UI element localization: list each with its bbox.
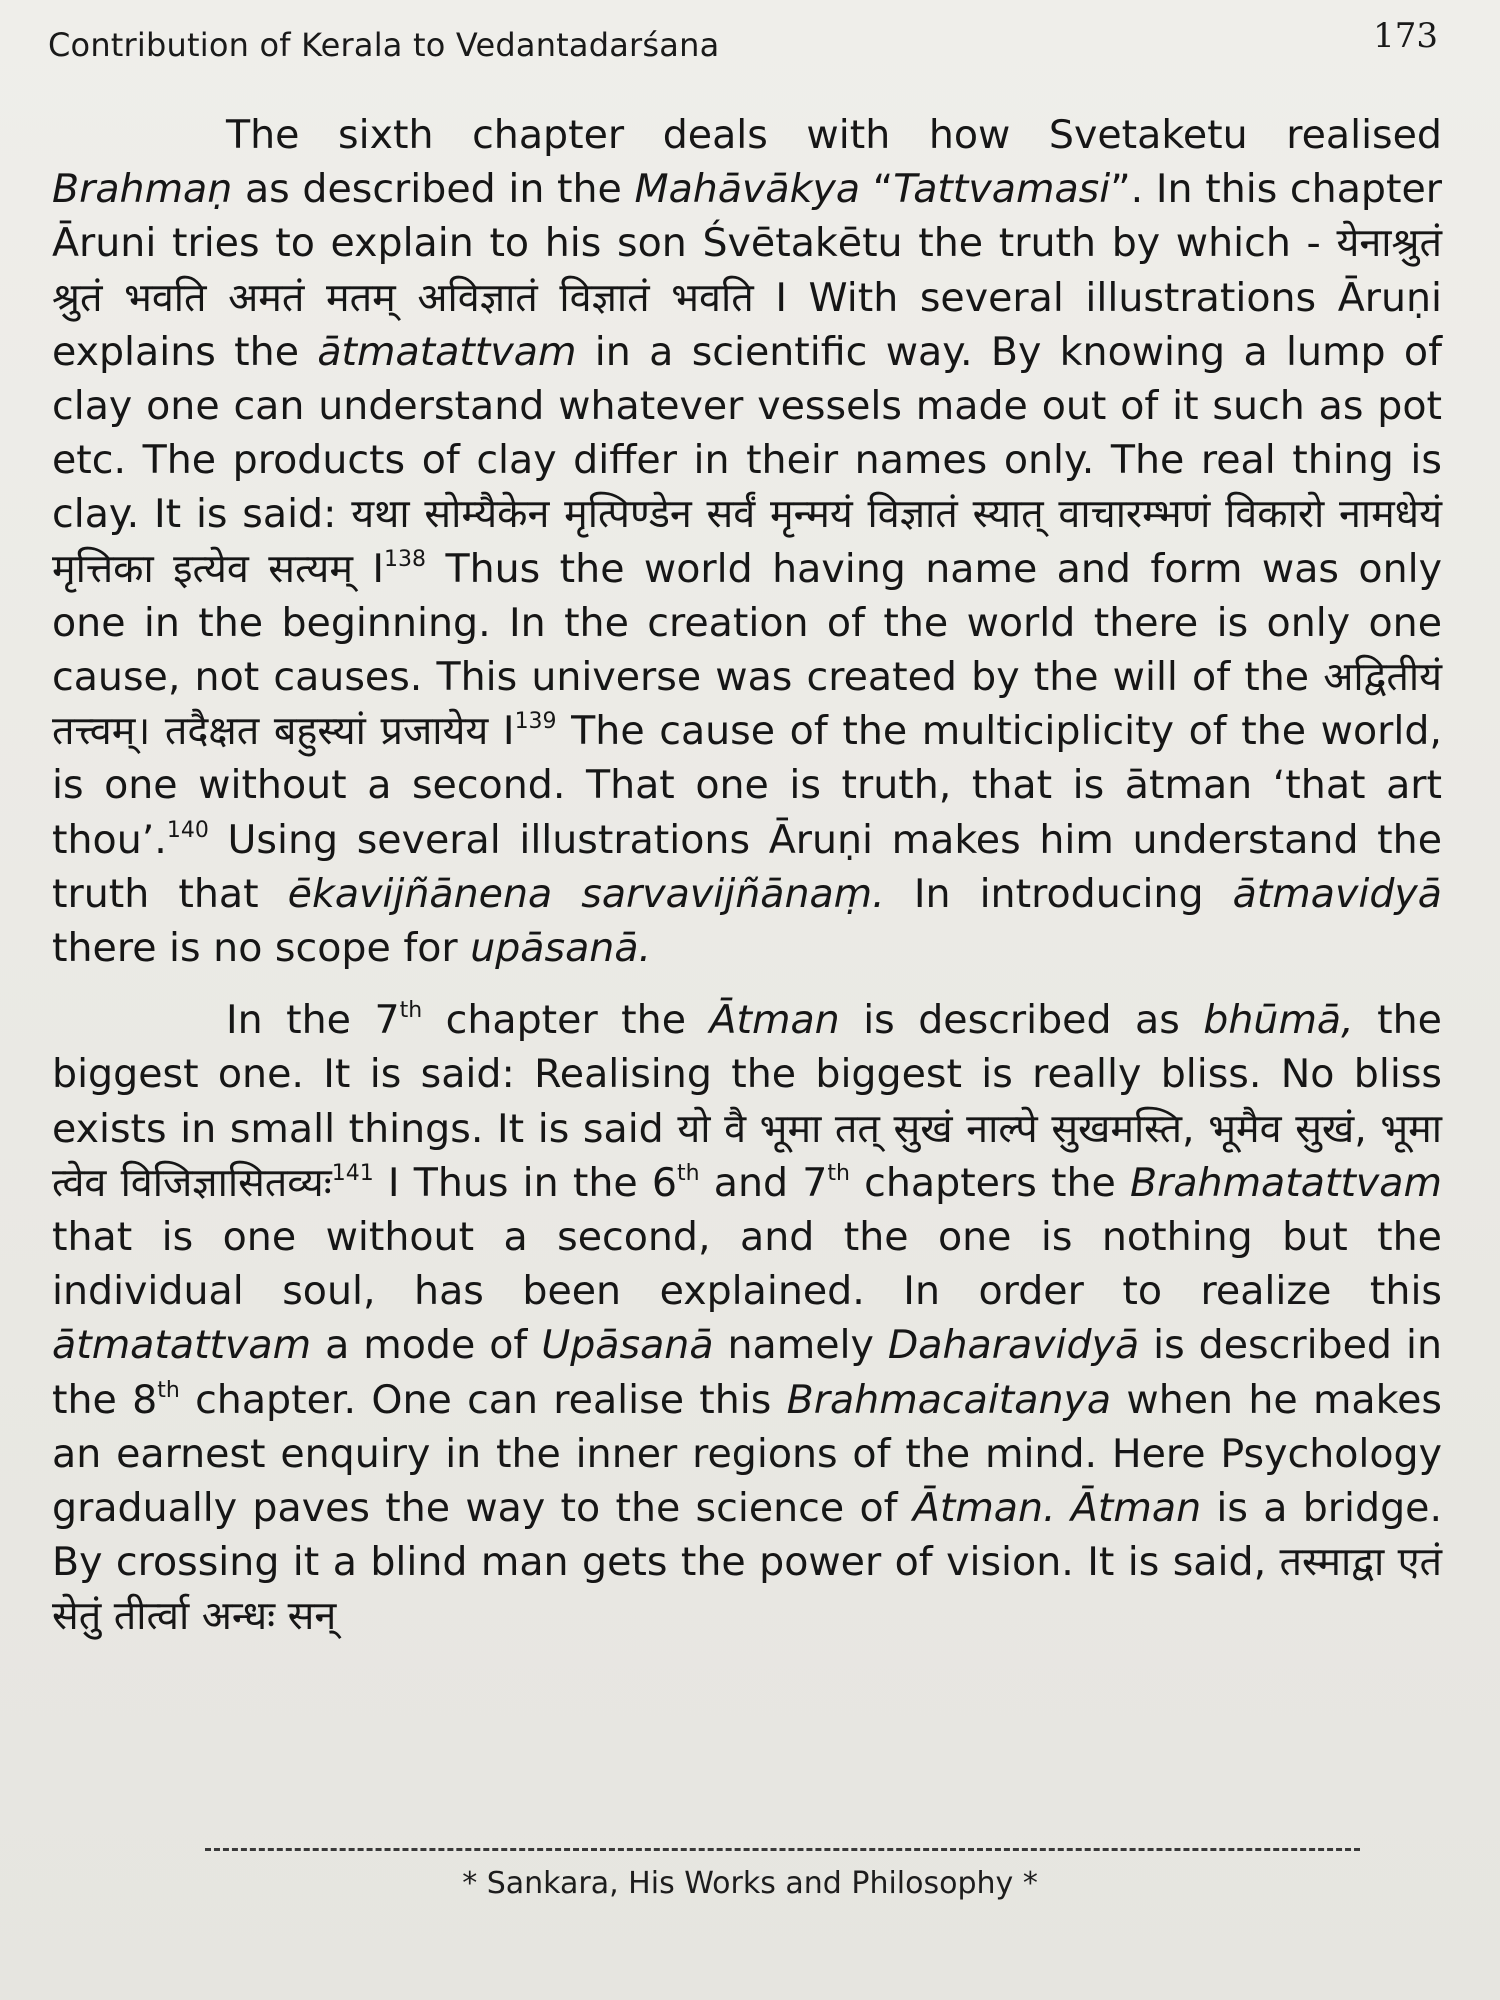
italic-term: Daharavidyā [887,1322,1140,1369]
text-run: chapters the [849,1159,1130,1206]
text-run: chapter. One can realise this [179,1376,787,1423]
text-run: I [488,708,515,755]
italic-term: Upāsanā [541,1322,714,1369]
superscript: 141 [331,1160,374,1186]
italic-term: Mahāvākya [634,166,861,213]
italic-term: ātmavidyā [1232,870,1442,917]
text-run: is a bridge. By crossing it a blind man gets the power of vision. It is said, [52,1485,1442,1586]
text-run: is described as [839,997,1204,1044]
text-run: In the 7 [226,997,400,1044]
sanskrit-quote: तस्माद्वा एतं सेतुं तीर्त्वा अन्धः सन् [52,1539,1443,1640]
text-run: “ [860,166,894,213]
text-run: a mode of [311,1322,542,1369]
text-run: I With several illustrations Āruṇi explains the [52,274,1442,375]
italic-term: Ātman. Ātman [912,1485,1202,1532]
text-run: the biggest one. It is said: Realising the biggest is really bliss. No bliss exists in small things. It is said [52,997,1442,1152]
superscript: 139 [514,709,557,735]
superscript: 138 [384,546,427,572]
sanskrit-quote: अद्वितीयं तत्त्वम्। तदैक्षत बहुस्यां प्रजायेय [52,654,1442,755]
italic-term: ātmatattvam [317,328,577,375]
superscript: th [827,1160,850,1186]
sanskrit-quote: यथा सोम्यैकेन मृत्पिण्डेन सर्वं मृन्मयं विज्ञातं स्यात् वाचारम्भणं विकारो नामधेयं मृत्तिका इत्येव सत्यम् [52,491,1442,592]
text-run: Thus the world having name and form was only one in the beginning. In the creation of the world there is only one cause, not causes. This universe was created by the will of the [52,545,1442,701]
superscript: th [399,998,423,1024]
italic-term: ēkavijñānena sarvavijñānaṃ. [287,870,885,917]
text-run: chapter the [422,997,710,1044]
text-run: that is one without a second, and the one is nothing but the individual soul, has been explained. In order to realize this [52,1214,1442,1315]
text-run: I [352,545,385,592]
running-head: Contribution of Kerala to Vedantadarśana [48,26,720,64]
text-run: I Thus in the 6 [373,1159,678,1206]
text-run: The sixth chapter deals with how Svetaketu realised [226,112,1442,158]
text-run: namely [713,1322,888,1369]
body-text [52,108,1442,1644]
italic-term: Ātman [709,997,840,1044]
superscript: th [157,1377,180,1403]
paragraph [52,993,1442,1643]
italic-term: Tattvamasi [893,166,1111,213]
text-run: The cause of the multiciplicity of the world, is one without a second. That one is truth, that is ātman ‘that art thou’. [52,708,1442,863]
page-number: 173 [1373,16,1438,56]
text-run: there is no scope for [52,925,471,972]
footer-divider [205,1848,1360,1851]
text-run: when he makes an earnest enquiry in the inner regions of the mind. Here Psychology gradually paves the way to the science of [52,1376,1442,1532]
text-run: ”. In this chapter Āruni tries to explain to his son Śvētakētu the truth by which - [52,166,1442,267]
italic-term: bhūmā, [1203,997,1354,1044]
italic-term: ātmatattvam [52,1322,312,1369]
paragraph [52,108,1442,975]
sanskrit-quote: येनाश्रुतं श्रुतं भवति अमतं मतम् अविज्ञातं विज्ञातं भवति [52,220,1442,321]
italic-term: upāsanā. [470,925,652,972]
italic-term: Brahmacaitanya [786,1376,1112,1423]
superscript: th [677,1160,700,1186]
superscript: 140 [166,817,209,843]
sanskrit-quote: यो वै भूमा तत् सुखं नाल्पे सुखमस्ति, भूमैव सुखं, भूमा त्वेव विजिज्ञासितव्यः [52,1105,1442,1206]
text-run: in a scientific way. By knowing a lump of clay one can understand whatever vessels made out of it such as pot etc. The products of clay differ in their names only. The real thing is clay. It is said: [52,328,1442,538]
italic-term: Brahmatattvam [1130,1159,1442,1206]
text-run: In introducing [884,870,1233,917]
text-run: and 7 [699,1159,828,1206]
text-run: Using several illustrations Āruṇi makes him understand the truth that [52,816,1442,917]
italic-term: Brahmaṇ [52,166,233,213]
footer-book-title: * Sankara, His Works and Philosophy * [462,1866,1038,1901]
text-run: as described in the [232,166,635,213]
text-run: is described in the 8 [52,1322,1442,1423]
